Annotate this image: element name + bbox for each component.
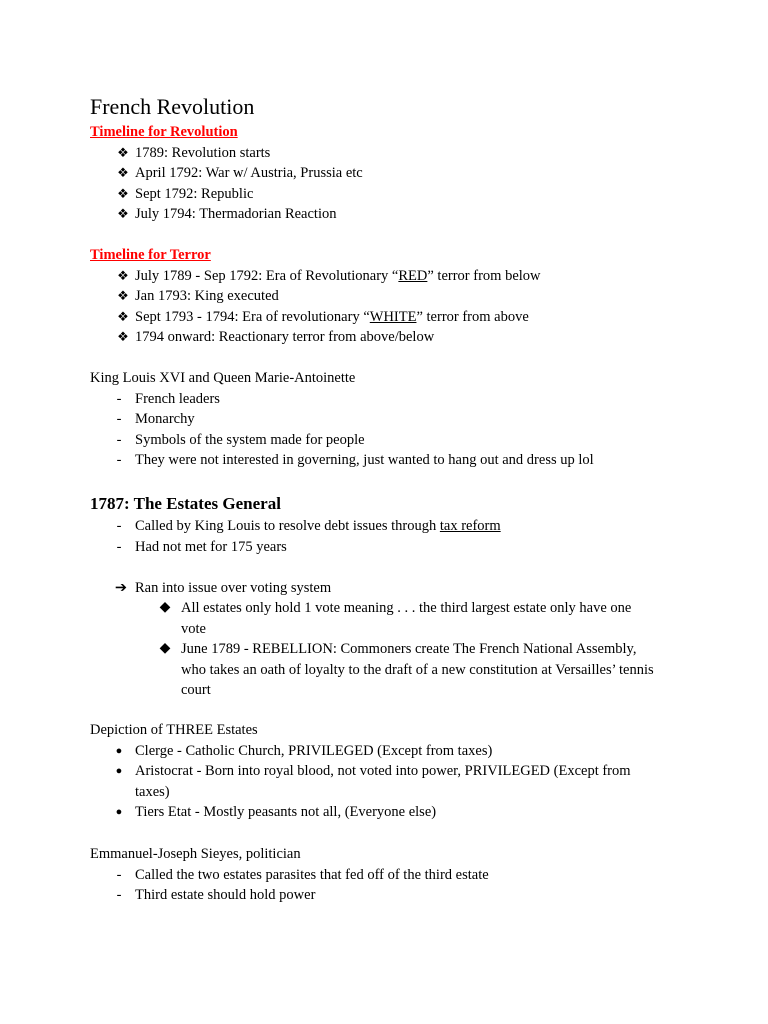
list-item: [90, 184, 690, 205]
list-item-text: 1789: Revolution starts: [135, 144, 271, 161]
list-item-text: Tiers Etat - Mostly peasants not all, (Everyone else): [135, 804, 437, 820]
bullet-dash: -: [116, 887, 122, 903]
list-item-text: Had not met for 175 years: [135, 538, 287, 555]
sub-list-item-text: June 1789 - REBELLION: Commoners create The French National Assembly,: [181, 641, 637, 657]
sub-list-item: [90, 639, 690, 660]
list-item-text: Sept 1792: Republic: [135, 185, 254, 202]
sub-list-item-text: All estates only hold 1 vote meaning . . . the third largest estate only have one: [181, 600, 632, 616]
timeline-terror-section: [90, 245, 690, 348]
list-item: [90, 450, 690, 471]
underlined-red: RED: [398, 267, 428, 284]
page-title: French Revolution: [90, 94, 255, 119]
underlined-tax-reform: tax reform: [439, 518, 501, 534]
bullet-dash: -: [116, 411, 122, 427]
list-item: [90, 286, 690, 307]
list-item: [90, 578, 690, 599]
list-item-text: Sept 1793 - 1794: Era of revolutionary “WHITE” terror from above: [135, 308, 529, 325]
sieyes-heading: Emmanuel-Joseph Sieyes, politician: [90, 846, 301, 862]
sub-list-item-continuation: [90, 680, 690, 701]
list-item-continuation: [90, 782, 690, 803]
three-estates-section: [90, 720, 690, 823]
list-item: [90, 430, 690, 451]
list-item: [90, 266, 690, 287]
arrow-right-icon: ➔: [114, 579, 128, 596]
list-item-text: Aristocrat - Born into royal blood, not voted into power, PRIVILEGED (Except from: [135, 763, 631, 779]
timeline-revolution-heading: Timeline for Revolution: [90, 124, 238, 140]
list-item: [90, 204, 690, 225]
three-estates-heading: Depiction of THREE Estates: [90, 722, 258, 738]
bullet-dot-icon: ●: [115, 806, 123, 818]
list-item: [90, 516, 690, 537]
list-item: [90, 802, 690, 823]
timeline-revolution-section: [90, 122, 690, 225]
bullet-dash: -: [116, 390, 122, 407]
sieyes-section: [90, 844, 690, 906]
estates-general-section: [90, 492, 690, 701]
bullet-dot-icon: ●: [115, 765, 123, 777]
king-heading: King Louis XVI and Queen Marie-Antoinette: [90, 370, 356, 386]
list-item-text: taxes): [135, 783, 170, 800]
list-item-text: Jan 1793: King executed: [135, 288, 279, 304]
timeline-terror-heading: Timeline for Terror: [90, 247, 211, 263]
sub-list-item: [90, 598, 690, 619]
sub-list-item-continuation: [90, 660, 690, 681]
spacer: [90, 557, 690, 578]
list-item-text: Called the two estates parasites that fed off of the third estate: [135, 866, 489, 883]
list-item-text: Monarchy: [135, 411, 195, 427]
list-item: [90, 865, 690, 886]
estates-general-heading: 1787: The Estates General: [90, 494, 281, 513]
underlined-white: WHITE: [369, 308, 417, 325]
sub-list-item-continuation: [90, 619, 690, 640]
list-item-text: April 1792: War w/ Austria, Prussia etc: [135, 165, 363, 181]
list-item-text: Third estate should hold power: [135, 887, 316, 903]
bullet-diamond-icon: ❖: [117, 206, 129, 221]
bullet-diamond-icon: ❖: [117, 144, 129, 160]
bullet-diamond-icon: ❖: [117, 288, 129, 303]
bullet-diamond-icon: ❖: [117, 308, 129, 324]
list-item-text: Ran into issue over voting system: [135, 579, 332, 596]
list-item-text: 1794 onward: Reactionary terror from above/below: [135, 329, 435, 345]
sub-list-item-text: who takes an oath of loyalty to the draft of a new constitution at Versailles’ tennis: [181, 661, 654, 678]
bullet-solid-diamond-icon: ◆: [159, 641, 171, 656]
list-item: [90, 537, 690, 558]
bullet-diamond-icon: ❖: [117, 165, 129, 180]
list-item-text: Clerge - Catholic Church, PRIVILEGED (Except from taxes): [135, 742, 493, 759]
sub-list-item-text: vote: [181, 620, 206, 637]
bullet-dash: -: [116, 538, 122, 555]
list-item: [90, 143, 690, 164]
list-item: [90, 741, 690, 762]
list-item-text: July 1789 - Sep 1792: Era of Revolutionary “RED” terror from below: [135, 267, 541, 284]
list-item: [90, 761, 690, 782]
list-item: [90, 389, 690, 410]
list-item: [90, 163, 690, 184]
bullet-dash: -: [116, 518, 122, 534]
bullet-diamond-icon: ❖: [117, 267, 129, 283]
bullet-dash: -: [116, 431, 122, 448]
list-item-text: Called by King Louis to resolve debt issues through tax reform: [135, 518, 501, 534]
list-item: [90, 327, 690, 348]
bullet-solid-diamond-icon: ◆: [159, 600, 171, 615]
list-item-text: July 1794: Thermadorian Reaction: [135, 206, 337, 222]
bullet-dot-icon: ●: [115, 744, 123, 757]
list-item-text: Symbols of the system made for people: [135, 431, 365, 448]
list-item: [90, 307, 690, 328]
bullet-diamond-icon: ❖: [117, 329, 129, 344]
list-item-text: French leaders: [135, 390, 220, 407]
king-section: [90, 368, 690, 471]
bullet-dash: -: [116, 452, 122, 468]
list-item: [90, 409, 690, 430]
sub-list-item-text: court: [181, 682, 211, 698]
list-item: [90, 885, 690, 906]
bullet-dash: -: [116, 866, 122, 883]
list-item-text: They were not interested in governing, just wanted to hang out and dress up lol: [135, 452, 594, 468]
bullet-diamond-icon: ❖: [117, 185, 129, 201]
